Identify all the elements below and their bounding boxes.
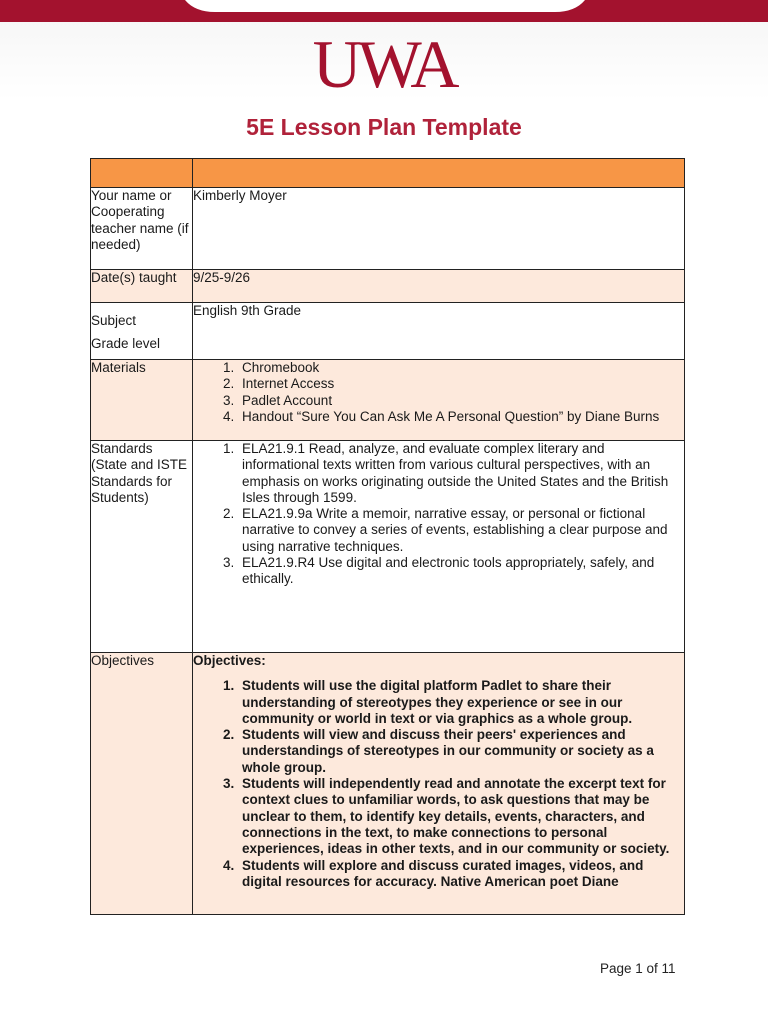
list-item: 1. ELA21.9.1 Read, analyze, and evaluate complex literary and informational texts written from various cultural perspectives, with an emphasis on works originating outside the United States and the British Isles through 1599. — [238, 441, 684, 506]
materials-cell — [193, 360, 685, 441]
dates-taught: 9/25-9/26 — [193, 270, 685, 303]
header-cell — [91, 159, 193, 188]
row-label — [91, 303, 193, 360]
list-item: 3. ELA21.9.R4 Use digital and electronic tools appropriately, safely, and ethically. — [238, 555, 684, 588]
list-item: 3. Students will independently read and annotate the excerpt text for context clues to unfamiliar words, to ask questions that may be unclear to them, to identify key details, events, characters, and connections in the text, to make connections to personal experiences, ideas in other texts, and in our community or society. — [238, 776, 684, 857]
lesson-plan-table — [90, 158, 685, 915]
subject-value: English 9th Grade — [193, 303, 685, 360]
list-item: 3. Padlet Account — [238, 393, 684, 409]
header-cell — [193, 159, 685, 188]
grade-level-label: Grade level — [91, 336, 161, 351]
objectives-list — [193, 678, 684, 890]
table-row-materials — [91, 360, 685, 441]
top-banner — [0, 0, 768, 22]
list-item: 4. Students will explore and discuss curated images, videos, and digital resources for accuracy. Native American poet Diane — [238, 858, 684, 891]
row-label: Objectives — [91, 653, 193, 915]
table-row-name — [91, 188, 685, 270]
list-item: 1. Students will use the digital platform Padlet to share their understanding of stereotypes they experience or see in our community or world in text or via graphics as a whole group. — [238, 678, 684, 727]
uwa-logo: UWA — [312, 26, 456, 102]
list-item: 2. Students will view and discuss their peers' experiences and understandings of stereotypes in our community or society as a whole group. — [238, 727, 684, 776]
table-row-dates — [91, 270, 685, 303]
row-label: Date(s) taught — [91, 270, 193, 303]
objectives-heading: Objectives: — [193, 653, 266, 668]
document-title: 5E Lesson Plan Template — [246, 114, 522, 140]
table-row-subject — [91, 303, 685, 360]
page-number: Page 1 of 11 — [600, 961, 676, 976]
teacher-name: Kimberly Moyer — [193, 188, 685, 270]
list-item: 2. ELA21.9.9a Write a memoir, narrative essay, or personal or fictional narrative to convey a series of events, establishing a clear purpose and using narrative techniques. — [238, 506, 684, 555]
subject-label: Subject — [91, 313, 137, 328]
list-item: 2. Internet Access — [238, 376, 684, 392]
table-row-objectives — [91, 653, 685, 915]
standards-cell — [193, 441, 685, 653]
list-item: 4. Handout “Sure You Can Ask Me A Personal Question” by Diane Burns — [238, 409, 684, 425]
row-label: Standards (State and ISTE Standards for Students) — [91, 441, 193, 653]
materials-list — [193, 360, 684, 425]
standards-list — [193, 441, 684, 588]
row-label: Materials — [91, 360, 193, 441]
row-label: Your name or Cooperating teacher name (if needed) — [91, 188, 193, 270]
table-row-standards — [91, 441, 685, 653]
list-item: 1. Chromebook — [238, 360, 684, 376]
objectives-cell — [193, 653, 685, 915]
table-header-row — [91, 159, 685, 188]
